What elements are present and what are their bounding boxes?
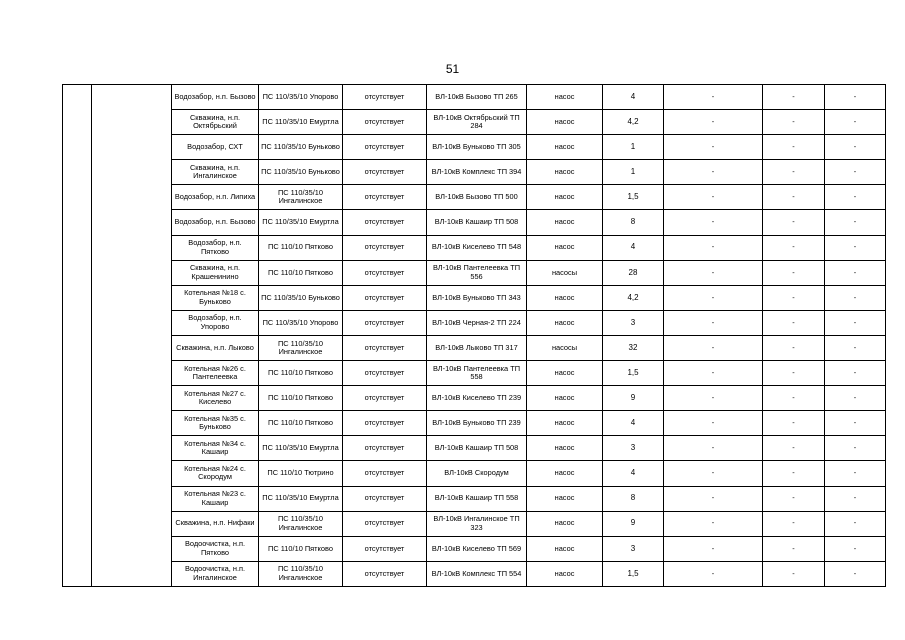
equipment-cell: насос <box>527 235 603 260</box>
table-row <box>63 310 886 335</box>
power-cell: 1,5 <box>603 561 664 586</box>
line-cell: ВЛ-10кВ Пантелеевка ТП 556 <box>427 260 527 285</box>
object-cell: Котельная №35 с. Буньково <box>172 411 259 436</box>
line-cell: ВЛ-10кВ Буньково ТП 343 <box>427 285 527 310</box>
object-cell: Котельная №34 с. Кашаир <box>172 436 259 461</box>
object-cell: Котельная №26 с. Пантелеевка <box>172 361 259 386</box>
line-cell: ВЛ-10кВ Комплекс ТП 394 <box>427 160 527 185</box>
table-row <box>63 185 886 210</box>
value-cell-1: - <box>664 486 763 511</box>
substation-cell: ПС 110/35/10 Упорово <box>259 85 343 110</box>
value-cell-1: - <box>664 335 763 360</box>
equipment-cell: насос <box>527 486 603 511</box>
value-cell-1: - <box>664 285 763 310</box>
value-cell-1: - <box>664 260 763 285</box>
line-cell: ВЛ-10кВ Кашаир ТП 558 <box>427 486 527 511</box>
substation-cell: ПС 110/35/10 Емуртла <box>259 110 343 135</box>
substation-cell: ПС 110/35/10 Упорово <box>259 310 343 335</box>
value-cell-3: - <box>825 260 886 285</box>
power-cell: 4,2 <box>603 285 664 310</box>
object-cell: Скважина, н.п. Лыково <box>172 335 259 360</box>
value-cell-2: - <box>763 511 825 536</box>
value-cell-3: - <box>825 361 886 386</box>
value-cell-2: - <box>763 386 825 411</box>
power-cell: 3 <box>603 536 664 561</box>
value-cell-3: - <box>825 285 886 310</box>
value-cell-3: - <box>825 411 886 436</box>
value-cell-3: - <box>825 386 886 411</box>
power-cell: 8 <box>603 210 664 235</box>
status-cell: отсутствует <box>343 85 427 110</box>
status-cell: отсутствует <box>343 260 427 285</box>
value-cell-2: - <box>763 436 825 461</box>
value-cell-2: - <box>763 361 825 386</box>
power-cell: 3 <box>603 310 664 335</box>
object-cell: Водозабор, н.п. Бызово <box>172 85 259 110</box>
line-cell: ВЛ-10кВ Киселево ТП 569 <box>427 536 527 561</box>
equipment-cell: насос <box>527 461 603 486</box>
merged-blank-cell-2 <box>92 85 172 587</box>
value-cell-1: - <box>664 310 763 335</box>
table-row <box>63 285 886 310</box>
object-cell: Котельная №23 с. Кашаир <box>172 486 259 511</box>
value-cell-3: - <box>825 486 886 511</box>
status-cell: отсутствует <box>343 210 427 235</box>
power-cell: 4,2 <box>603 110 664 135</box>
object-cell: Скважина, н.п. Ингалинское <box>172 160 259 185</box>
value-cell-1: - <box>664 386 763 411</box>
value-cell-3: - <box>825 210 886 235</box>
equipment-cell: насос <box>527 160 603 185</box>
line-cell: ВЛ-10кВ Черная-2 ТП 224 <box>427 310 527 335</box>
status-cell: отсутствует <box>343 436 427 461</box>
line-cell: ВЛ-10кВ Киселево ТП 239 <box>427 386 527 411</box>
table-row <box>63 260 886 285</box>
equipment-cell: насосы <box>527 335 603 360</box>
status-cell: отсутствует <box>343 160 427 185</box>
line-cell: ВЛ-10кВ Кашаир ТП 508 <box>427 436 527 461</box>
merged-blank-cell-1 <box>63 85 92 587</box>
value-cell-1: - <box>664 235 763 260</box>
value-cell-3: - <box>825 561 886 586</box>
table-row <box>63 411 886 436</box>
table-row <box>63 160 886 185</box>
equipment-cell: насос <box>527 561 603 586</box>
equipment-cell: насосы <box>527 260 603 285</box>
object-cell: Водозабор, н.п. Липиха <box>172 185 259 210</box>
power-cell: 9 <box>603 386 664 411</box>
substation-cell: ПС 110/10 Пятково <box>259 260 343 285</box>
object-cell: Котельная №24 с. Скородум <box>172 461 259 486</box>
equipment-cell: насос <box>527 210 603 235</box>
power-cell: 9 <box>603 511 664 536</box>
line-cell: ВЛ-10кВ Скородум <box>427 461 527 486</box>
value-cell-1: - <box>664 461 763 486</box>
table-row <box>63 135 886 160</box>
value-cell-3: - <box>825 160 886 185</box>
substation-cell: ПС 110/35/10 Ингалинское <box>259 561 343 586</box>
value-cell-1: - <box>664 160 763 185</box>
substation-cell: ПС 110/10 Пятково <box>259 235 343 260</box>
table-row <box>63 486 886 511</box>
value-cell-2: - <box>763 185 825 210</box>
status-cell: отсутствует <box>343 235 427 260</box>
equipment-cell: насос <box>527 110 603 135</box>
power-cell: 28 <box>603 260 664 285</box>
object-cell: Котельная №27 с. Киселево <box>172 386 259 411</box>
table-row <box>63 85 886 110</box>
value-cell-1: - <box>664 185 763 210</box>
equipment-cell: насос <box>527 285 603 310</box>
line-cell: ВЛ-10кВ Лыково ТП 317 <box>427 335 527 360</box>
value-cell-2: - <box>763 110 825 135</box>
table-row <box>63 335 886 360</box>
value-cell-2: - <box>763 310 825 335</box>
value-cell-2: - <box>763 486 825 511</box>
value-cell-3: - <box>825 310 886 335</box>
substation-cell: ПС 110/35/10 Емуртла <box>259 486 343 511</box>
substation-cell: ПС 110/10 Пятково <box>259 386 343 411</box>
status-cell: отсутствует <box>343 285 427 310</box>
value-cell-1: - <box>664 436 763 461</box>
power-cell: 8 <box>603 486 664 511</box>
equipment-cell: насос <box>527 411 603 436</box>
power-cell: 1 <box>603 135 664 160</box>
power-cell: 3 <box>603 436 664 461</box>
value-cell-2: - <box>763 260 825 285</box>
value-cell-3: - <box>825 536 886 561</box>
value-cell-3: - <box>825 235 886 260</box>
substation-cell: ПС 110/35/10 Буньково <box>259 160 343 185</box>
status-cell: отсутствует <box>343 561 427 586</box>
value-cell-1: - <box>664 110 763 135</box>
line-cell: ВЛ-10кВ Бызово ТП 500 <box>427 185 527 210</box>
value-cell-3: - <box>825 135 886 160</box>
substation-cell: ПС 110/35/10 Ингалинское <box>259 335 343 360</box>
value-cell-1: - <box>664 85 763 110</box>
value-cell-1: - <box>664 411 763 436</box>
status-cell: отсутствует <box>343 335 427 360</box>
value-cell-3: - <box>825 436 886 461</box>
equipment-cell: насос <box>527 310 603 335</box>
table-row <box>63 386 886 411</box>
object-cell: Водозабор, СХТ <box>172 135 259 160</box>
power-cell: 4 <box>603 85 664 110</box>
page-number: 51 <box>445 62 460 76</box>
table-body <box>63 85 886 587</box>
object-cell: Скважина, н.п. Крашенинино <box>172 260 259 285</box>
value-cell-3: - <box>825 511 886 536</box>
table-row <box>63 110 886 135</box>
status-cell: отсутствует <box>343 185 427 210</box>
object-cell: Водоочистка, н.п. Пятково <box>172 536 259 561</box>
power-cell: 4 <box>603 461 664 486</box>
table-row <box>63 536 886 561</box>
line-cell: ВЛ-10кВ Бызово ТП 265 <box>427 85 527 110</box>
equipment-cell: насос <box>527 386 603 411</box>
power-supply-table <box>62 84 886 587</box>
status-cell: отсутствует <box>343 386 427 411</box>
value-cell-2: - <box>763 285 825 310</box>
value-cell-2: - <box>763 461 825 486</box>
status-cell: отсутствует <box>343 511 427 536</box>
value-cell-2: - <box>763 335 825 360</box>
table-row <box>63 361 886 386</box>
line-cell: ВЛ-10кВ Ингалинское ТП 323 <box>427 511 527 536</box>
equipment-cell: насос <box>527 135 603 160</box>
value-cell-2: - <box>763 536 825 561</box>
power-cell: 1,5 <box>603 361 664 386</box>
object-cell: Скважина, н.п. Нифаки <box>172 511 259 536</box>
status-cell: отсутствует <box>343 536 427 561</box>
object-cell: Водозабор, н.п. Бызово <box>172 210 259 235</box>
object-cell: Водозабор, н.п. Упорово <box>172 310 259 335</box>
line-cell: ВЛ-10кВ Буньково ТП 239 <box>427 411 527 436</box>
power-cell: 32 <box>603 335 664 360</box>
substation-cell: ПС 110/10 Пятково <box>259 411 343 436</box>
equipment-cell: насос <box>527 511 603 536</box>
power-cell: 1 <box>603 160 664 185</box>
value-cell-2: - <box>763 85 825 110</box>
substation-cell: ПС 110/10 Пятково <box>259 536 343 561</box>
value-cell-3: - <box>825 110 886 135</box>
substation-cell: ПС 110/35/10 Ингалинское <box>259 511 343 536</box>
status-cell: отсутствует <box>343 411 427 436</box>
object-cell: Котельная №18 с. Буньково <box>172 285 259 310</box>
table-row <box>63 511 886 536</box>
substation-cell: ПС 110/10 Пятково <box>259 361 343 386</box>
value-cell-2: - <box>763 411 825 436</box>
substation-cell: ПС 110/35/10 Буньково <box>259 285 343 310</box>
value-cell-3: - <box>825 85 886 110</box>
equipment-cell: насос <box>527 185 603 210</box>
table-row <box>63 210 886 235</box>
status-cell: отсутствует <box>343 361 427 386</box>
substation-cell: ПС 110/35/10 Емуртла <box>259 210 343 235</box>
power-cell: 4 <box>603 235 664 260</box>
line-cell: ВЛ-10кВ Пантелеевка ТП 558 <box>427 361 527 386</box>
value-cell-1: - <box>664 361 763 386</box>
status-cell: отсутствует <box>343 110 427 135</box>
line-cell: ВЛ-10кВ Октябрьский ТП 284 <box>427 110 527 135</box>
status-cell: отсутствует <box>343 135 427 160</box>
table-row <box>63 235 886 260</box>
object-cell: Водоочистка, н.п. Ингалинское <box>172 561 259 586</box>
power-cell: 1,5 <box>603 185 664 210</box>
value-cell-1: - <box>664 511 763 536</box>
equipment-cell: насос <box>527 536 603 561</box>
object-cell: Скважина, н.п. Октябрьский <box>172 110 259 135</box>
status-cell: отсутствует <box>343 461 427 486</box>
value-cell-2: - <box>763 210 825 235</box>
value-cell-1: - <box>664 561 763 586</box>
table-row <box>63 436 886 461</box>
equipment-cell: насос <box>527 361 603 386</box>
substation-cell: ПС 110/10 Тютрино <box>259 461 343 486</box>
substation-cell: ПС 110/35/10 Ингалинское <box>259 185 343 210</box>
value-cell-2: - <box>763 235 825 260</box>
value-cell-2: - <box>763 160 825 185</box>
value-cell-1: - <box>664 536 763 561</box>
substation-cell: ПС 110/35/10 Емуртла <box>259 436 343 461</box>
line-cell: ВЛ-10кВ Комплекс ТП 554 <box>427 561 527 586</box>
value-cell-1: - <box>664 210 763 235</box>
table-row <box>63 561 886 586</box>
power-cell: 4 <box>603 411 664 436</box>
object-cell: Водозабор, н.п. Пятково <box>172 235 259 260</box>
value-cell-3: - <box>825 461 886 486</box>
status-cell: отсутствует <box>343 486 427 511</box>
line-cell: ВЛ-10кВ Киселево ТП 548 <box>427 235 527 260</box>
value-cell-2: - <box>763 135 825 160</box>
value-cell-3: - <box>825 185 886 210</box>
value-cell-3: - <box>825 335 886 360</box>
equipment-cell: насос <box>527 85 603 110</box>
value-cell-1: - <box>664 135 763 160</box>
line-cell: ВЛ-10кВ Кашаир ТП 508 <box>427 210 527 235</box>
value-cell-2: - <box>763 561 825 586</box>
status-cell: отсутствует <box>343 310 427 335</box>
line-cell: ВЛ-10кВ Буньково ТП 305 <box>427 135 527 160</box>
substation-cell: ПС 110/35/10 Буньково <box>259 135 343 160</box>
equipment-cell: насос <box>527 436 603 461</box>
table-row <box>63 461 886 486</box>
